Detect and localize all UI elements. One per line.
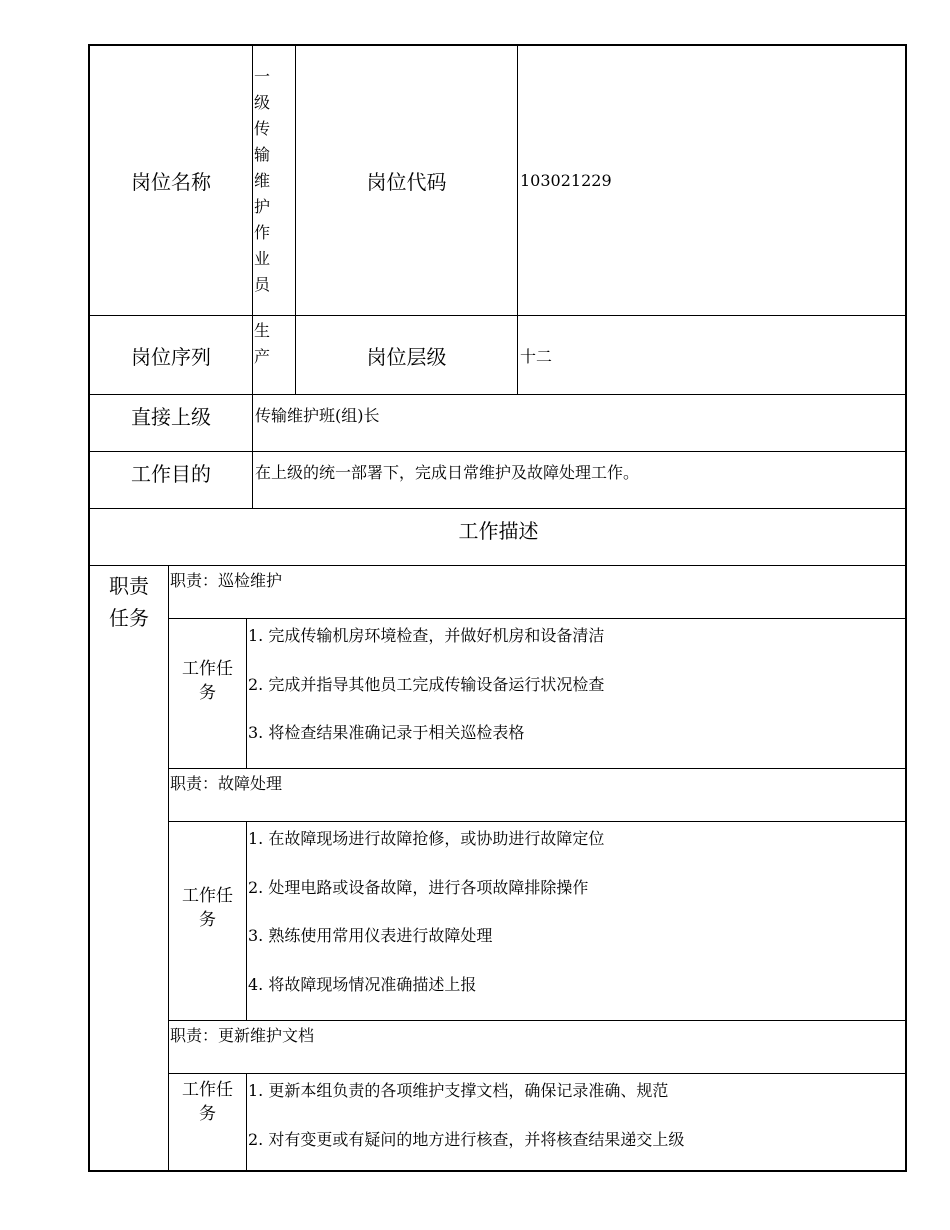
post-name-label-text: 岗位名称: [131, 170, 211, 194]
task-item: 2. 完成并指导其他员工完成传输设备运行状况检查: [248, 675, 605, 694]
duty-title: [168, 768, 907, 821]
task-label-line: 工作任: [182, 659, 233, 679]
post-name-char: 级: [254, 92, 271, 112]
superior-value-text: 传输维护班(组)长: [255, 406, 380, 425]
purpose-label: [90, 451, 252, 508]
superior-value: [252, 394, 907, 451]
duty-title-text: 职责：故障处理: [170, 774, 283, 793]
task-item: 4. 将故障现场情况准确描述上报: [248, 975, 477, 994]
purpose-value: [252, 451, 907, 508]
post-code-label-text: 岗位代码: [366, 170, 447, 194]
task-list: [246, 1073, 907, 1172]
task-label: [168, 618, 246, 768]
post-name-label: [90, 46, 252, 315]
purpose-value-text: 在上级的统一部署下，完成日常维护及故障处理工作。: [255, 463, 640, 482]
duties-label-line: 职责: [109, 574, 149, 598]
task-label: [168, 1073, 246, 1172]
duties-label: [90, 565, 168, 1172]
task-label: [168, 821, 246, 1020]
post-level-label: [295, 315, 517, 394]
task-item: 3. 将检查结果准确记录于相关巡检表格: [248, 723, 525, 742]
duties-label-line: 任务: [109, 606, 149, 630]
section-title: [90, 508, 907, 565]
superior-label: [90, 394, 252, 451]
duty-title: [168, 565, 907, 618]
job-description-table: [88, 44, 907, 1172]
post-series-value: [252, 315, 295, 394]
task-label-line: 务: [199, 1104, 216, 1124]
post-name-char: 护: [254, 196, 271, 216]
task-list: [246, 821, 907, 1020]
duty-title: [168, 1020, 907, 1073]
post-series-label: [90, 315, 252, 394]
duty-title-text: 职责：更新维护文档: [170, 1026, 315, 1045]
post-name-char: 传: [254, 118, 271, 138]
task-item: 2. 对有变更或有疑问的地方进行核查，并将核查结果递交上级: [248, 1130, 685, 1149]
post-series-char: 产: [254, 347, 271, 366]
post-series-char: 生: [254, 321, 271, 340]
post-series-label-text: 岗位序列: [131, 344, 211, 369]
task-item: 1. 完成传输机房环境检查，并做好机房和设备清洁: [248, 626, 605, 645]
task-item: 1. 更新本组负责的各项维护支撑文档，确保记录准确、规范: [248, 1081, 669, 1100]
duty-title-text: 职责：巡检维护: [170, 571, 283, 590]
post-name-char: 员: [254, 274, 271, 294]
task-label-line: 务: [199, 683, 216, 703]
task-item: 3. 熟练使用常用仪表进行故障处理: [248, 926, 493, 945]
post-name-char: 作: [254, 222, 271, 242]
post-code-label: [295, 46, 517, 315]
post-level-value-text: 十二: [520, 346, 553, 366]
post-level-label-text: 岗位层级: [366, 344, 447, 369]
post-name-char: 一: [254, 66, 271, 86]
post-level-value: [517, 315, 907, 394]
post-name-value: [252, 46, 295, 315]
purpose-label-text: 工作目的: [131, 462, 211, 486]
post-code-value: [517, 46, 907, 315]
post-name-char: 输: [254, 144, 271, 164]
post-name-char: 维: [254, 170, 271, 190]
superior-label-text: 直接上级: [131, 405, 211, 429]
task-label-line: 工作任: [182, 1080, 233, 1100]
post-name-char: 业: [254, 248, 271, 268]
task-item: 2. 处理电路或设备故障，进行各项故障排除操作: [248, 878, 589, 897]
task-label-line: 工作任: [182, 886, 233, 906]
task-list: [246, 618, 907, 768]
post-code-value-text: 103021229: [520, 171, 612, 190]
task-item: 1. 在故障现场进行故障抢修，或协助进行故障定位: [248, 829, 605, 848]
task-label-line: 务: [199, 910, 216, 930]
section-title-text: 工作描述: [458, 519, 539, 543]
